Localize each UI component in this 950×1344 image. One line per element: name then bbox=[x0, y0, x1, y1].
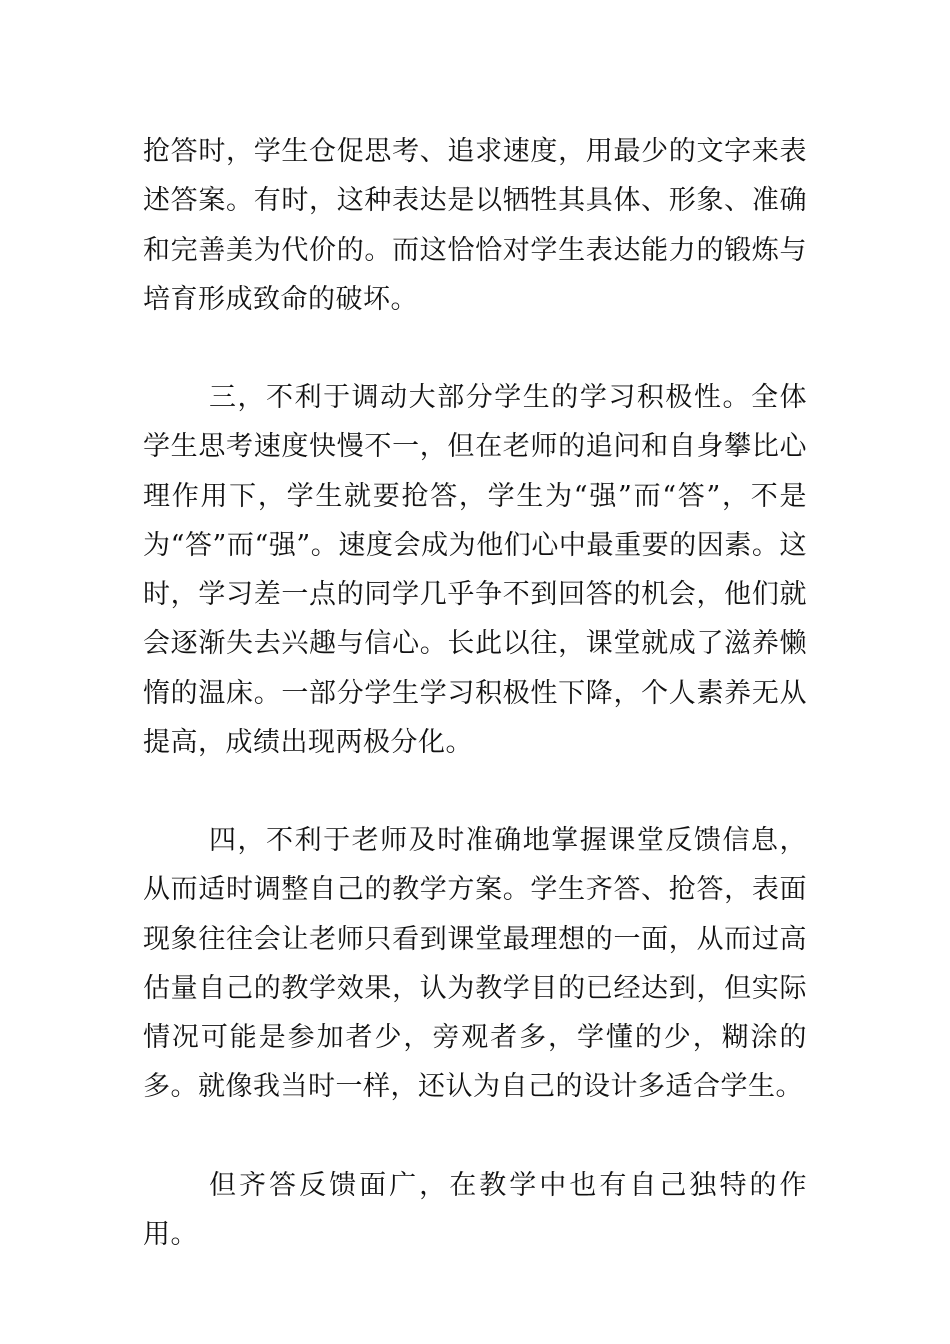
paragraph-closing: 但齐答反馈面广，在教学中也有自己独特的作用。 bbox=[143, 1170, 807, 1251]
paragraph-point-four: 四，不利于老师及时准确地掌握课堂反馈信息，从而适时调整自己的教学方案。学生齐答、抢答，表面现象往往会让老师只看到课堂最理想的一面，从而过高估量自己的教学效果，认为教学目的已经达到，但实际情况可能是参加者少，旁观者多，学懂的少，糊涂的多。就像我当时一样，还认为自己的设计多适合学生。 bbox=[143, 825, 807, 1103]
paragraph-point-three: 三，不利于调动大部分学生的学习积极性。全体学生思考速度快慢不一，但在老师的追问和自身攀比心理作用下，学生就要抢答，学生为“强”而“答”，不是为“答”而“强”。速度会成为他们心中最重要的因素。这时，学习差一点的同学几乎争不到回答的机会，他们就会逐渐失去兴趣与信心。长此以往，课堂就成了滋养懒惰的温床。一部分学生学习积极性下降，个人素养无从提高，成绩出现两极分化。 bbox=[143, 382, 807, 759]
paragraph-continuation: 抢答时，学生仓促思考、追求速度，用最少的文字来表述答案。有时，这种表达是以牺牲其具体、形象、准确和完善美为代价的。而这恰恰对学生表达能力的锻炼与培育形成致命的破坏。 bbox=[143, 136, 807, 315]
